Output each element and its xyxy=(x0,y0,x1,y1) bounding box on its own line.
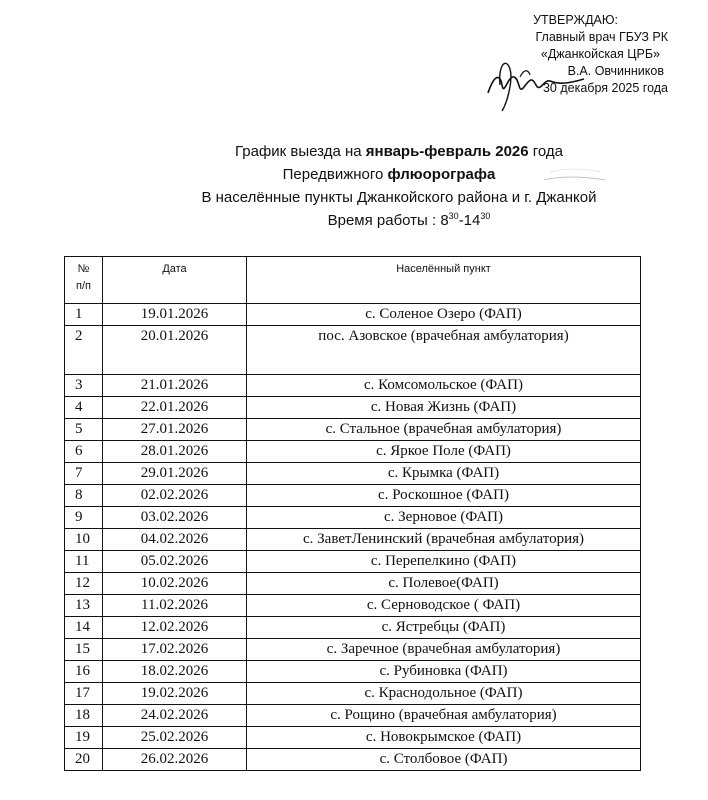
row-date: 24.02.2026 xyxy=(103,705,247,727)
row-num: 1 xyxy=(65,304,103,326)
row-num: 9 xyxy=(65,507,103,529)
row-num: 14 xyxy=(65,617,103,639)
row-num: 4 xyxy=(65,397,103,419)
approval-name: В.А. Овчинников xyxy=(567,64,664,78)
row-place: с. Зерновое (ФАП) xyxy=(247,507,641,529)
header-num: № п/п xyxy=(65,257,103,304)
row-place: с. Рощино (врачебная амбулатория) xyxy=(247,705,641,727)
schedule-table xyxy=(64,256,641,771)
row-date: 18.02.2026 xyxy=(103,661,247,683)
table-row xyxy=(65,573,641,595)
table-row xyxy=(65,617,641,639)
table-row xyxy=(65,639,641,661)
row-num: 8 xyxy=(65,485,103,507)
row-date: 19.01.2026 xyxy=(103,304,247,326)
table-row xyxy=(65,595,641,617)
row-place: с. Соленое Озеро (ФАП) xyxy=(247,304,641,326)
row-num: 13 xyxy=(65,595,103,617)
row-date: 05.02.2026 xyxy=(103,551,247,573)
row-place: с. Комсомольское (ФАП) xyxy=(247,375,641,397)
row-date: 26.02.2026 xyxy=(103,749,247,771)
row-num: 16 xyxy=(65,661,103,683)
row-num: 10 xyxy=(65,529,103,551)
table-row xyxy=(65,419,641,441)
row-num: 17 xyxy=(65,683,103,705)
table-row xyxy=(65,326,641,375)
table-row xyxy=(65,749,641,771)
row-place: с. Новая Жизнь (ФАП) xyxy=(247,397,641,419)
row-date: 12.02.2026 xyxy=(103,617,247,639)
heading-line-1: График выезда на январь-февраль 2026 года xyxy=(234,143,564,160)
signature-mark xyxy=(480,55,590,115)
row-place: с. Столбовое (ФАП) xyxy=(247,749,641,771)
row-place: с. Полевое(ФАП) xyxy=(247,573,641,595)
row-place: с. Новокрымское (ФАП) xyxy=(247,727,641,749)
table-row xyxy=(65,397,641,419)
header-place: Населённый пункт xyxy=(247,257,641,304)
approval-title: УТВЕРЖДАЮ: xyxy=(533,13,618,27)
row-date: 28.01.2026 xyxy=(103,441,247,463)
table-row xyxy=(65,661,641,683)
row-date: 29.01.2026 xyxy=(103,463,247,485)
row-place: с. Серноводское ( ФАП) xyxy=(247,595,641,617)
table-row xyxy=(65,485,641,507)
row-num: 11 xyxy=(65,551,103,573)
row-num: 3 xyxy=(65,375,103,397)
row-date: 02.02.2026 xyxy=(103,485,247,507)
table-row xyxy=(65,551,641,573)
row-num: 5 xyxy=(65,419,103,441)
approval-position: Главный врач ГБУЗ РК xyxy=(535,30,668,44)
row-num: 12 xyxy=(65,573,103,595)
row-place: с. Роскошное (ФАП) xyxy=(247,485,641,507)
table-row xyxy=(65,727,641,749)
row-place: с. Ястребцы (ФАП) xyxy=(247,617,641,639)
table-row xyxy=(65,463,641,485)
header-date: Дата xyxy=(103,257,247,304)
row-num: 20 xyxy=(65,749,103,771)
row-date: 22.01.2026 xyxy=(103,397,247,419)
table-row xyxy=(65,304,641,326)
heading-line-3: В населённые пункты Джанкойского района и г. Джанкой xyxy=(201,189,597,206)
table-row xyxy=(65,683,641,705)
table-row xyxy=(65,507,641,529)
approval-date: 30 декабря 2025 года xyxy=(542,81,668,95)
approval-institution: «Джанкойская ЦРБ» xyxy=(540,47,660,61)
row-date: 04.02.2026 xyxy=(103,529,247,551)
row-place: с. Заречное (врачебная амбулатория) xyxy=(247,639,641,661)
table-row xyxy=(65,375,641,397)
table-row xyxy=(65,705,641,727)
row-place: с. Перепелкино (ФАП) xyxy=(247,551,641,573)
heading-line-2: Передвижного флюорографа xyxy=(282,166,496,183)
table-header-row xyxy=(65,257,641,304)
row-place: с. Крымка (ФАП) xyxy=(247,463,641,485)
row-num: 2 xyxy=(65,326,103,375)
document-heading xyxy=(0,140,708,232)
row-num: 15 xyxy=(65,639,103,661)
row-date: 20.01.2026 xyxy=(103,326,247,375)
row-date: 19.02.2026 xyxy=(103,683,247,705)
row-num: 6 xyxy=(65,441,103,463)
row-date: 27.01.2026 xyxy=(103,419,247,441)
row-place: с. Стальное (врачебная амбулатория) xyxy=(247,419,641,441)
row-place: пос. Азовское (врачебная амбулатория) xyxy=(247,326,641,375)
row-date: 17.02.2026 xyxy=(103,639,247,661)
row-date: 03.02.2026 xyxy=(103,507,247,529)
table-row xyxy=(65,441,641,463)
row-date: 21.01.2026 xyxy=(103,375,247,397)
row-place: с. ЗаветЛенинский (врачебная амбулатория) xyxy=(247,529,641,551)
row-place: с. Рубиновка (ФАП) xyxy=(247,661,641,683)
row-num: 7 xyxy=(65,463,103,485)
row-place: с. Краснодольное (ФАП) xyxy=(247,683,641,705)
row-num: 19 xyxy=(65,727,103,749)
heading-working-hours: Время работы : $8^{30}-14^{30}$ xyxy=(327,211,491,229)
table-row xyxy=(65,529,641,551)
row-date: 11.02.2026 xyxy=(103,595,247,617)
row-date: 25.02.2026 xyxy=(103,727,247,749)
row-date: 10.02.2026 xyxy=(103,573,247,595)
row-num: 18 xyxy=(65,705,103,727)
row-place: с. Яркое Поле (ФАП) xyxy=(247,441,641,463)
